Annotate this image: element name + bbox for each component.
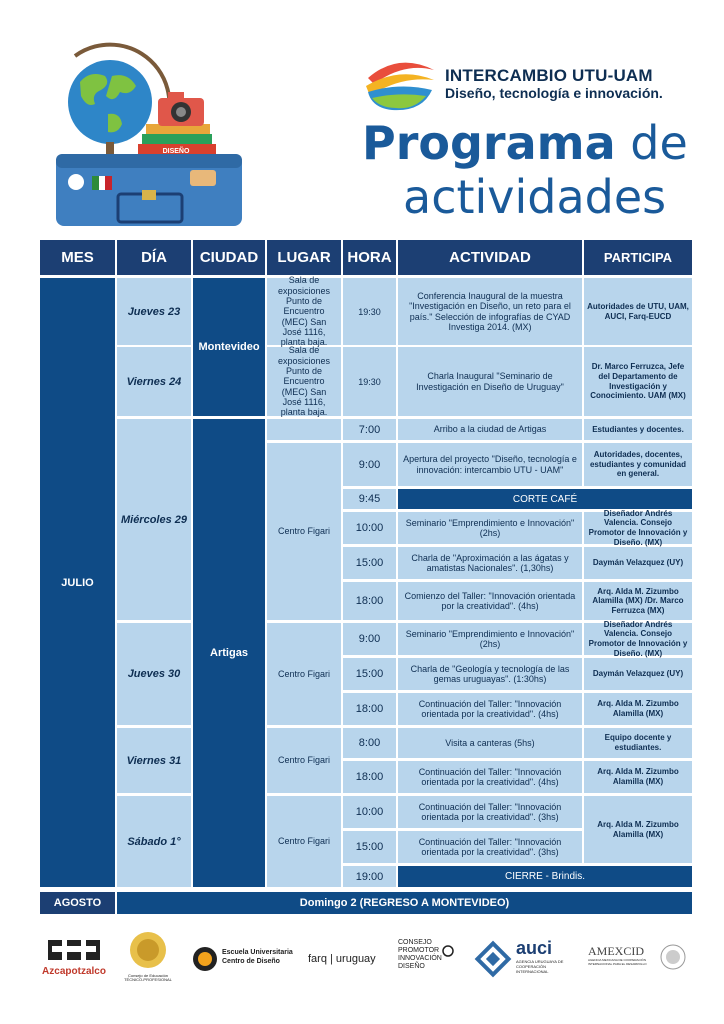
lugar-figari-3: Centro Figari [267, 728, 341, 793]
brand-title: INTERCAMBIO UTU-UAM [445, 66, 653, 85]
utu-logo-label: Consejo de Educación TÉCNICO-PROFESIONAL [124, 973, 172, 983]
suitcase-label: DISEÑO [162, 148, 190, 155]
auci-logo-icon [474, 940, 512, 978]
actividad-cell: Continuación del Taller: "Innovación orientada por la creatividad". (4hs) [398, 693, 582, 725]
actividad-cell: Continuación del Taller: "Innovación orientada por la creatividad". (4hs) [398, 761, 582, 793]
title-bold: Programa [362, 116, 616, 170]
day-sabado-1: Sábado 1° [117, 796, 191, 887]
day-jueves-23: Jueves 23 [117, 278, 191, 345]
lugar-figari-2: Centro Figari [267, 623, 341, 725]
header-ciudad: CIUDAD [193, 240, 265, 275]
consejo-line4: DISEÑO [398, 963, 425, 971]
actividad-cell: Continuación del Taller: "Innovación orientada por la creatividad". (3hs) [398, 796, 582, 828]
amexcid-logo-sub: AGENCIA MEXICANA DE COOPERACIÓN INTERNACIONAL PARA EL DESARROLLO [588, 958, 647, 966]
hora-cell: 9:00 [343, 443, 396, 486]
header-participa: PARTICIPA [584, 240, 692, 275]
participa-cell: Estudiantes y docentes. [584, 419, 692, 440]
participa-cell: Arq. Alda M. Zizumbo Alamilla (MX) /Dr. Marco Ferruzca (MX) [584, 582, 692, 620]
hora-cell: 10:00 [343, 796, 396, 828]
hora-cell: 18:00 [343, 582, 396, 620]
page-title [362, 116, 688, 170]
actividad-cell: Arribo a la ciudad de Artigas [398, 419, 582, 440]
header-dia: DÍA [117, 240, 191, 275]
header-actividad: ACTIVIDAD [398, 240, 582, 275]
auci-logo-label: auci [516, 938, 553, 958]
uam-logo [38, 938, 110, 982]
header-lugar: LUGAR [267, 240, 341, 275]
actividad-cell: Apertura del proyecto "Diseño, tecnología e innovación: intercambio UTU - UAM" [398, 443, 582, 486]
actividad-cell: Charla de "Aproximación a las ágatas y amatistas Nacionales". (1,30hs) [398, 547, 582, 579]
page-title-line2: actividades [403, 170, 667, 224]
lugar-figari-1: Centro Figari [267, 443, 341, 620]
month-julio: JULIO [40, 278, 115, 887]
lugar-sala-1: Sala de exposiciones Punto de Encuentro (MEC) San José 1116, planta baja. [267, 278, 341, 345]
actividad-cell: Seminario "Emprendimiento e Innovación" (2hs) [398, 623, 582, 655]
consejo-line2: PROMOTOR [398, 947, 440, 955]
actividad-cell: Conferencia Inaugural de la muestra "Investigación en Diseño, un reto para el país." Selección de infografías de CYAD Investiga 2014. (MX) [398, 278, 582, 345]
city-artigas: Artigas [193, 419, 265, 887]
hora-cell: 15:00 [343, 831, 396, 863]
participa-cell: Autoridades de UTU, UAM, AUCI, Farq-EUCD [584, 278, 692, 345]
uam-logo-icon [48, 938, 100, 962]
escuela-logo-icon [192, 946, 218, 972]
hora-cell: 19:30 [343, 347, 396, 416]
hora-cell: 9:00 [343, 623, 396, 655]
header-mes: MES [40, 240, 115, 275]
participa-cell: Daymán Velazquez (UY) [584, 547, 692, 579]
consejo-circle-icon [442, 945, 454, 957]
day-miercoles-29: Miércoles 29 [117, 419, 191, 620]
actividad-cell: Visita a canteras (5hs) [398, 728, 582, 758]
day-jueves-30: Jueves 30 [117, 623, 191, 725]
city-montevideo: Montevideo [193, 278, 265, 416]
mexico-seal-icon [660, 944, 686, 970]
consejo-line3: INNOVACIÓN [398, 955, 442, 963]
consejo-logo [398, 939, 460, 983]
lugar-empty [267, 419, 341, 440]
agosto-note: Domingo 2 (REGRESO A MONTEVIDEO) [117, 892, 692, 914]
hora-cell: 9:45 [343, 489, 396, 509]
participa-cell: Daymán Velazquez (UY) [584, 658, 692, 690]
travel-illustration [50, 42, 250, 234]
participa-cell: Autoridades, docentes, estudiantes y comunidad en general. [584, 443, 692, 486]
utu-seal-icon [128, 930, 168, 970]
participa-cell: Dr. Marco Ferruzca, Jefe del Departamento de Investigación y Conocimiento. UAM (MX) [584, 347, 692, 416]
hora-cell: 15:00 [343, 658, 396, 690]
hora-cell: 8:00 [343, 728, 396, 758]
header-hora: HORA [343, 240, 396, 275]
participa-cell: Arq. Alda M. Zizumbo Alamilla (MX) [584, 796, 692, 863]
lugar-figari-4: Centro Figari [267, 796, 341, 887]
title-rest: de [615, 116, 688, 170]
utu-logo [118, 930, 178, 986]
month-agosto: AGOSTO [40, 892, 115, 914]
lugar-sala-2: Sala de exposiciones Punto de Encuentro (MEC) San José 1116, planta baja. [267, 347, 341, 416]
hora-cell: 15:00 [343, 547, 396, 579]
actividad-cell: Charla Inaugural "Seminario de Investigación en Diseño de Uruguay" [398, 347, 582, 416]
amexcid-logo-label: AMEXCID [588, 944, 644, 958]
actividad-cell: Comienzo del Taller: "Innovación orientada por la creatividad". (4hs) [398, 582, 582, 620]
hora-cell: 18:00 [343, 761, 396, 793]
brand-subtitle: Diseño, tecnología e innovación. [445, 85, 663, 101]
hora-cell: 18:00 [343, 693, 396, 725]
cierre-row: CIERRE - Brindis. [398, 866, 692, 887]
consejo-line1: CONSEJO [398, 939, 432, 946]
day-viernes-31: Viernes 31 [117, 728, 191, 793]
auci-logo [474, 938, 574, 984]
participa-cell: Arq. Alda M. Zizumbo Alamilla (MX) [584, 761, 692, 793]
corte-cafe-row: CORTE CAFÉ [398, 489, 692, 509]
escuela-line1: Escuela Universitaria [222, 949, 293, 956]
participa-cell: Diseñador Andrés Valencia. Consejo Promotor de Innovación y Diseño. (MX) [584, 623, 692, 655]
escuela-logo [192, 944, 302, 974]
escuela-line2: Centro de Diseño [222, 958, 280, 965]
hora-cell: 10:00 [343, 512, 396, 544]
intercambio-logo-icon [362, 56, 438, 114]
participa-cell: Arq. Alda M. Zizumbo Alamilla (MX) [584, 693, 692, 725]
auci-logo-sub: AGENCIA URUGUAYA DE COOPERACIÓN INTERNACIONAL [516, 959, 564, 974]
day-viernes-24: Viernes 24 [117, 347, 191, 416]
actividad-cell: Continuación del Taller: "Innovación orientada por la creatividad". (3hs) [398, 831, 582, 863]
actividad-cell: Seminario "Emprendimiento e Innovación" (2hs) [398, 512, 582, 544]
hora-cell: 7:00 [343, 419, 396, 440]
actividad-cell: Charla de "Geología y tecnología de las gemas uruguayas". (1:30hs) [398, 658, 582, 690]
farq-logo: farq | uruguay [308, 953, 376, 965]
amexcid-logo [588, 944, 688, 980]
uam-logo-label: Azcapotzalco [42, 966, 106, 977]
hora-cell: 19:30 [343, 278, 396, 345]
participa-cell: Diseñador Andrés Valencia. Consejo Promotor de Innovación y Diseño. (MX) [584, 512, 692, 544]
participa-cell: Equipo docente y estudiantes. [584, 728, 692, 758]
hora-cell: 19:00 [343, 866, 396, 887]
